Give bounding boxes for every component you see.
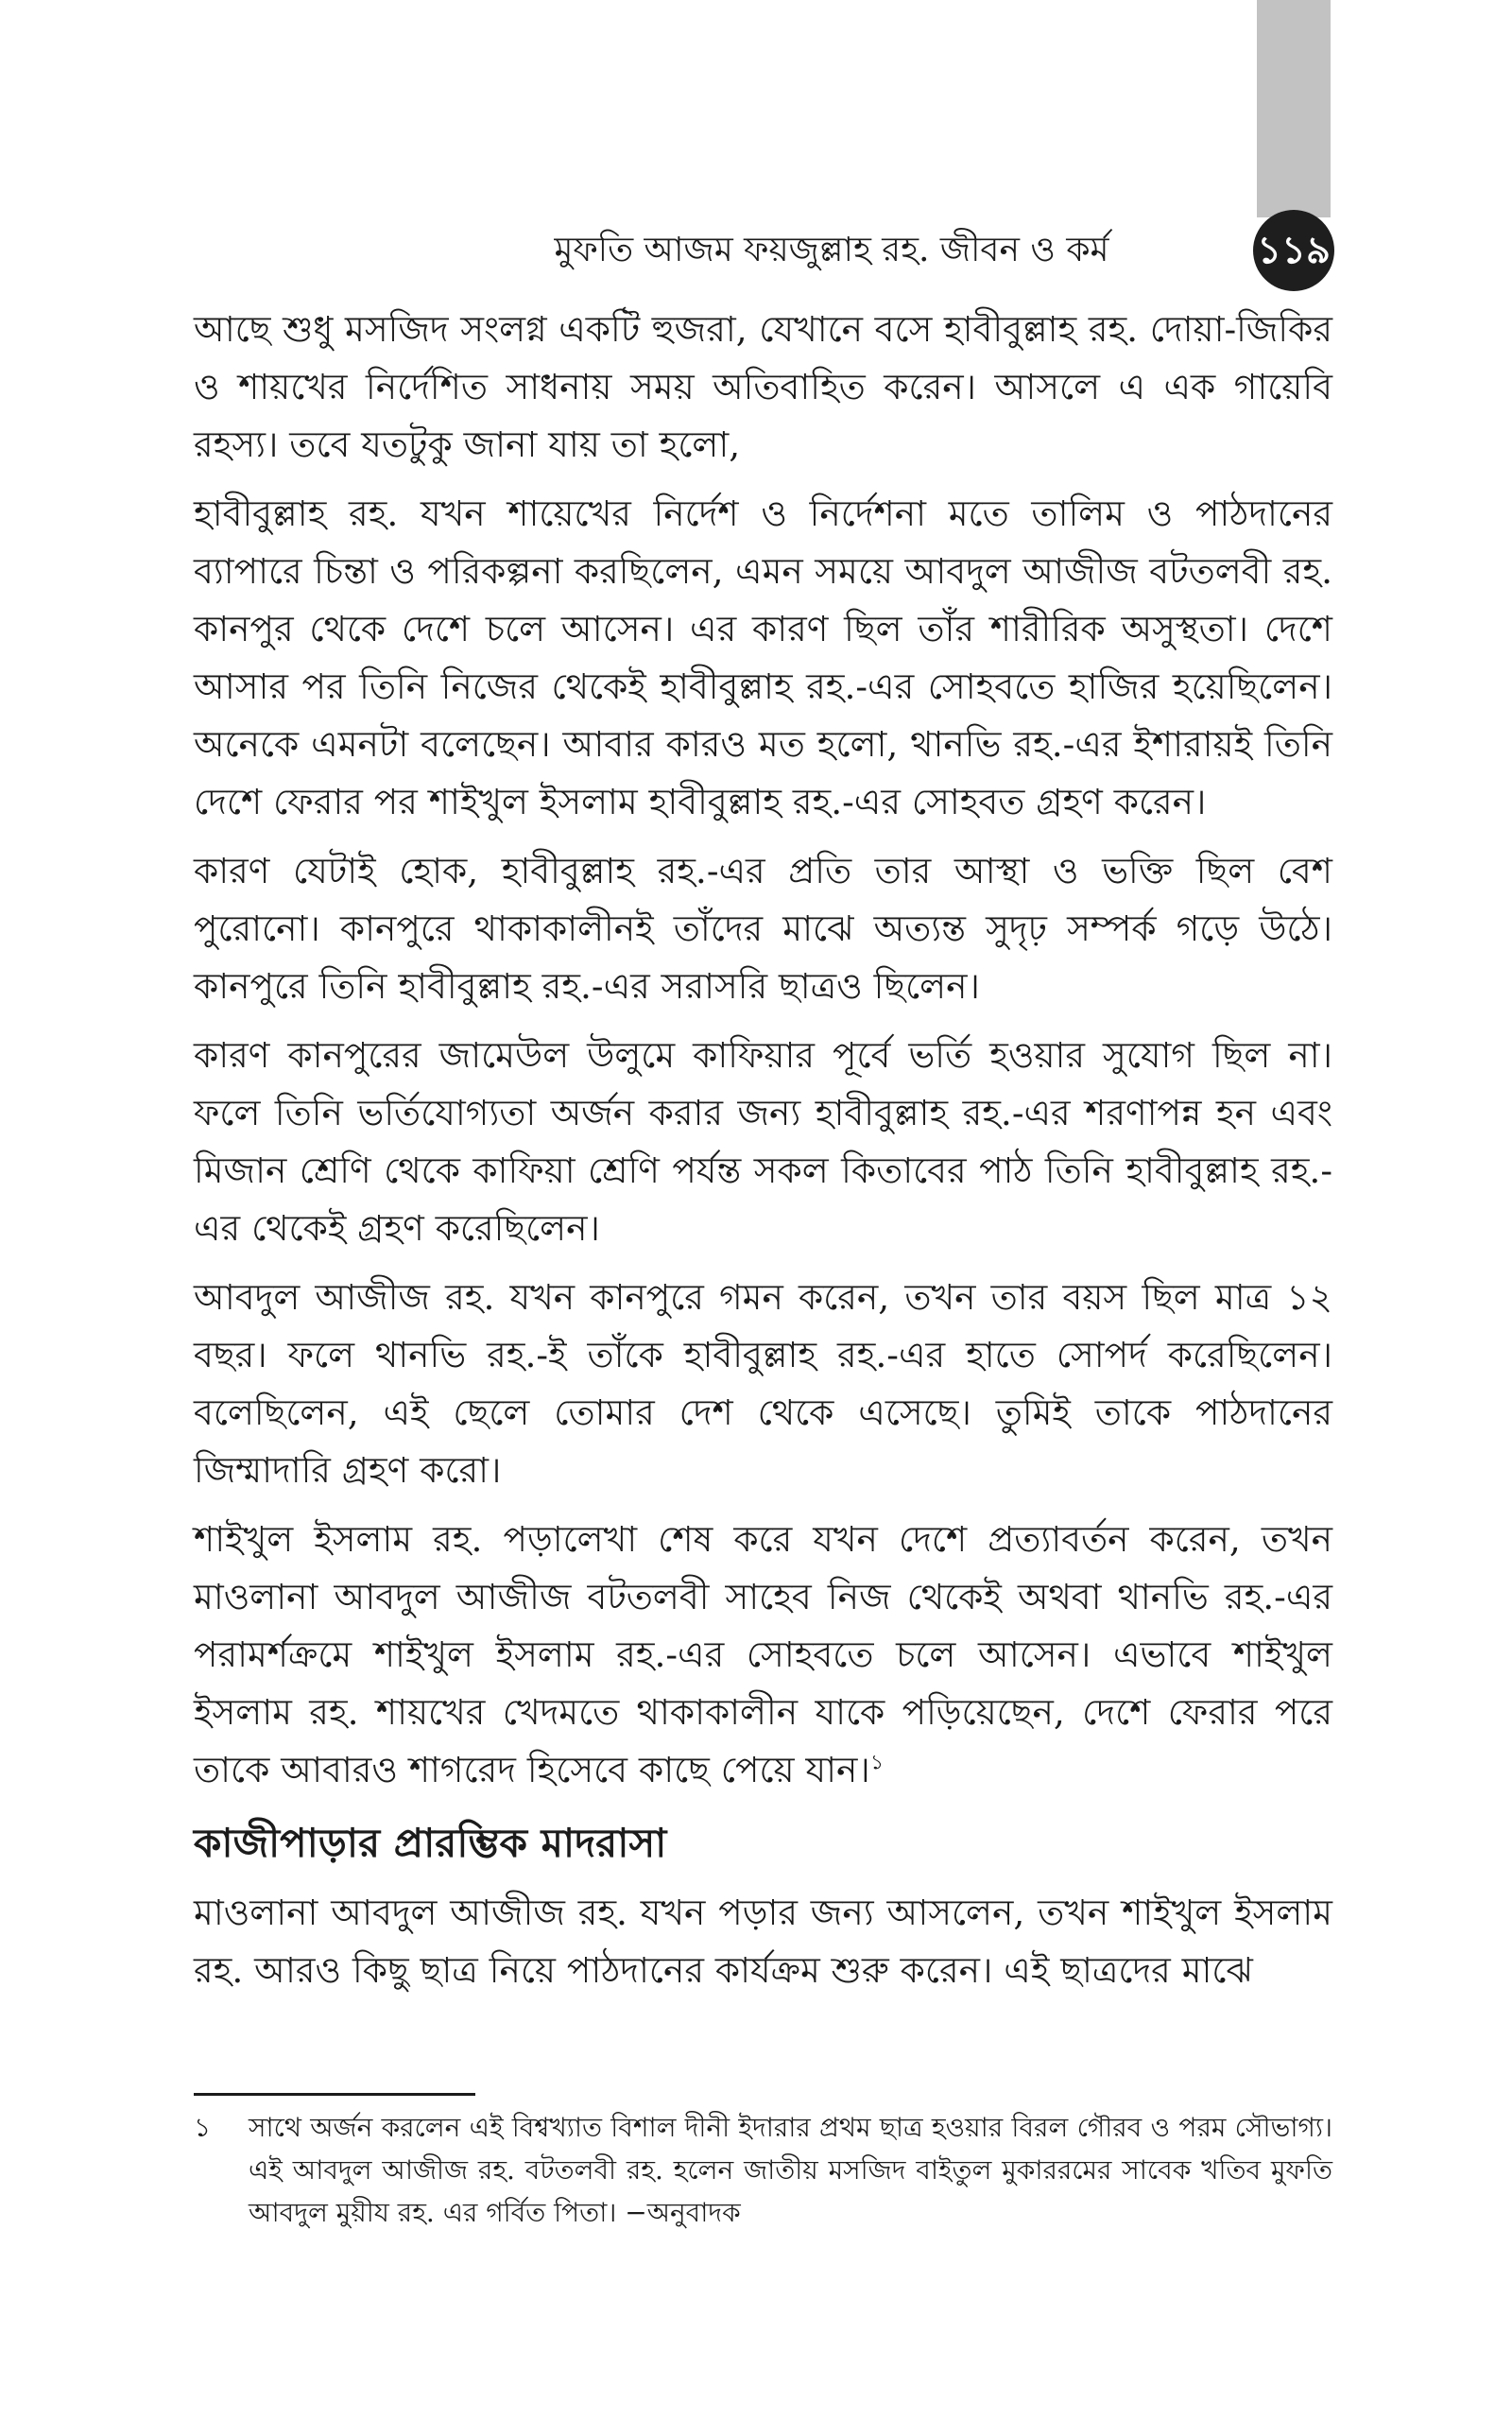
footnote (194, 2106, 1332, 2234)
main-text (194, 301, 1332, 2011)
paragraph-6 (194, 1511, 1332, 1799)
paragraph-2: হাবীবুল্লাহ রহ. যখন শায়েখের নির্দেশ ও নির্দেশনা মতে তালিম ও পাঠদানের ব্যাপারে চিন্তা ও পরিকল্পনা করছিলেন, এমন সময়ে আবদুল আজীজ বটতলবী রহ. কানপুর থেকে দেশে চলে আসেন। এর কারণ ছিল তাঁর শারীরিক অসুস্থতা। দেশে আসার পর তিনি নিজের থেকেই হাবীবুল্লাহ রহ.-এর সোহবতে হাজির হয়েছিলেন। অনেকে এমনটা বলেছেন। আবার কারও মত হলো, থানভি রহ.-এর ইশারায়ই তিনি দেশে ফেরার পর শাইখুল ইসলাম হাবীবুল্লাহ রহ.-এর সোহবত গ্রহণ করেন। (194, 493, 1332, 822)
paragraph-5: আবদুল আজীজ রহ. যখন কানপুরে গমন করেন, তখন তার বয়স ছিল মাত্র ১২ বছর। ফলে থানভি রহ.-ই তাঁকে হাবীবুল্লাহ রহ.-এর হাতে সোপর্দ করেছিলেন। বলেছিলেন, এই ছেলে তোমার দেশ থেকে এসেছে। তুমিই তাকে পাঠদানের জিম্মাদারি গ্রহণ করো। (194, 1276, 1332, 1491)
paragraph-4: কারণ কানপুরের জামেউল উলুমে কাফিয়ার পূর্বে ভর্তি হওয়ার সুযোগ ছিল না। ফলে তিনি ভর্তিযোগ্যতা অর্জন করার জন্য হাবীবুল্লাহ রহ.-এর শরণাপন্ন হন এবং মিজান শ্রেণি থেকে কাফিয়া শ্রেণি পর্যন্ত সকল কিতাবের পাঠ তিনি হাবীবুল্লাহ রহ.-এর থেকেই গ্রহণ করেছিলেন। (194, 1034, 1332, 1249)
footnote-text: সাথে অর্জন করলেন এই বিশ্বখ্যাত বিশাল দীনী ইদারার প্রথম ছাত্র হওয়ার বিরল গৌরব ও পরম সৌভাগ্য। এই আবদুল আজীজ রহ. বটতলবী রহ. হলেন জাতীয় মসজিদ বাইতুল মুকাররমের সাবেক খতিব মুফতি আবদুল মুয়ীয রহ. এর গর্বিত পিতা। −অনুবাদক (249, 2112, 1332, 2228)
section-heading: কাজীপাড়ার প্রারম্ভিক মাদরাসা (194, 1820, 667, 1866)
page-number: ১১৯ (1253, 210, 1334, 291)
paragraph-1: আছে শুধু মসজিদ সংলগ্ন একটি হুজরা, যেখানে বসে হাবীবুল্লাহ রহ. দোয়া-জিকির ও শায়খের নির্দেশিত সাধনায় সময় অতিবাহিত করেন। আসলে এ এক গায়েবি রহস্য। তবে যতটুকু জানা যায় তা হলো, (194, 308, 1332, 465)
footnote-divider (194, 2093, 475, 2096)
paragraph-7: মাওলানা আবদুল আজীজ রহ. যখন পড়ার জন্য আসলেন, তখন শাইখুল ইসলাম রহ. আরও কিছু ছাত্র নিয়ে পাঠদানের কার্যক্রম শুরু করেন। এই ছাত্রদের মাঝে (194, 1892, 1332, 1991)
paragraph-6-text: শাইখুল ইসলাম রহ. পড়ালেখা শেষ করে যখন দেশে প্রত্যাবর্তন করেন, তখন মাওলানা আবদুল আজীজ বটতলবী সাহেব নিজ থেকেই অথবা থানভি রহ.-এর পরামর্শক্রমে শাইখুল ইসলাম রহ.-এর সোহবতে চলে আসেন। এভাবে শাইখুল ইসলাম রহ. শায়খের খেদমতে থাকাকালীন যাকে পড়িয়েছেন, দেশে ফেরার পরে তাকে আবারও শাগরেদ হিসেবে কাছে পেয়ে যান। (194, 1518, 1332, 1790)
paragraph-3: কারণ যেটাই হোক, হাবীবুল্লাহ রহ.-এর প্রতি তার আস্থা ও ভক্তি ছিল বেশ পুরোনো। কানপুরে থাকাকালীনই তাঁদের মাঝে অত্যন্ত সুদৃঢ় সম্পর্ক গড়ে উঠে। কানপুরে তিনি হাবীবুল্লাহ রহ.-এর সরাসরি ছাত্রও ছিলেন। (194, 850, 1332, 1007)
footnote-number: ১ (194, 2112, 212, 2143)
footnote-reference[interactable]: ১ (869, 1751, 885, 1775)
running-head: মুফতি আজম ফয়জুল্লাহ রহ. জীবন ও কর্ম (554, 231, 1109, 269)
chapter-tab (1257, 0, 1331, 217)
